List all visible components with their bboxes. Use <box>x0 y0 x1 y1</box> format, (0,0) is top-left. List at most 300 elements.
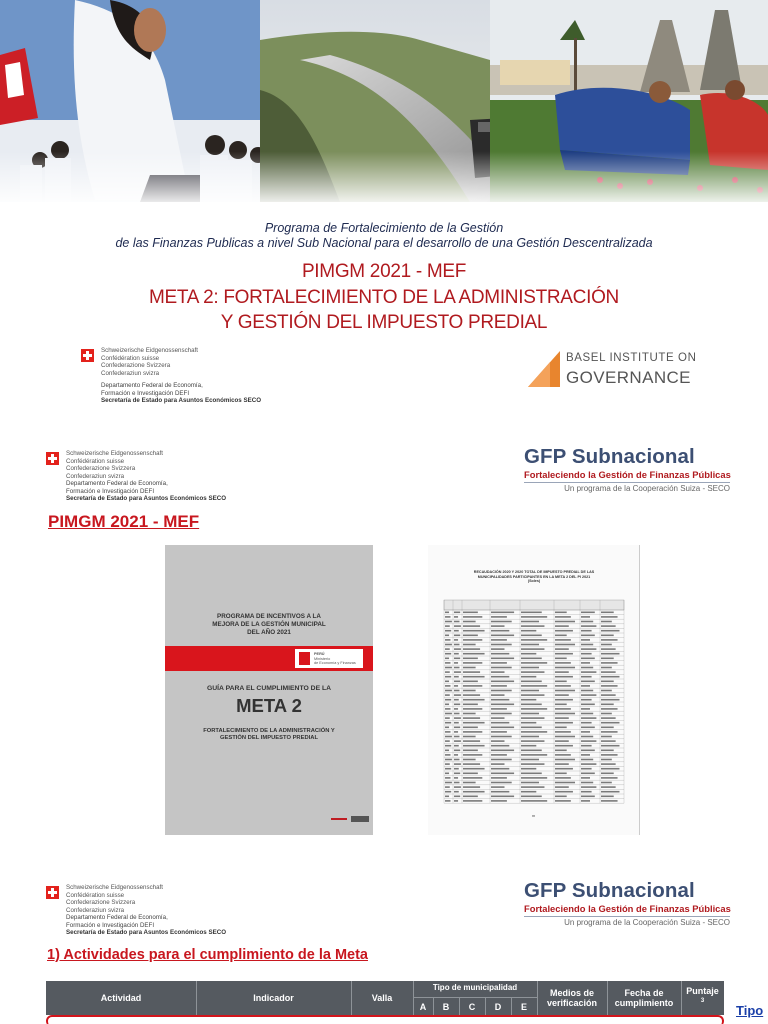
scan-cell-text <box>555 639 571 641</box>
scan-cell-text <box>463 750 478 752</box>
scan-cell-text <box>491 768 509 770</box>
scan-cell-text <box>445 681 449 683</box>
scan-cell-text <box>601 727 614 729</box>
scan-cell-text <box>445 694 450 696</box>
scan-cell-text <box>463 722 485 724</box>
scan-cell-text <box>454 786 461 788</box>
scan-cell-text <box>491 740 505 742</box>
scan-cell-text <box>445 740 450 742</box>
scan-cell-text <box>581 621 593 623</box>
scan-cell-text <box>601 635 614 637</box>
scan-cell-text <box>581 639 590 641</box>
slide1-title-1: PIMGM 2021 - MEF <box>301 261 467 282</box>
scan-cell-text <box>555 616 571 618</box>
scan-cell-text <box>521 727 542 729</box>
scan-cell-text <box>445 763 450 765</box>
scan-table-grid <box>428 545 640 835</box>
scan-cell-text <box>463 612 478 614</box>
scan-cell-text <box>491 717 505 719</box>
scan-cell-text <box>454 616 458 618</box>
scan-cell-text <box>581 671 596 673</box>
scan-cell-text <box>521 685 547 687</box>
scan-cell-text <box>491 708 507 710</box>
scan-cell-text <box>521 644 539 646</box>
scan-cell-text <box>491 754 507 756</box>
swiss-flag-icon <box>46 886 59 899</box>
scan-cell-text <box>454 653 459 655</box>
scan-cell-text <box>581 796 595 798</box>
scan-cell-text <box>463 786 480 788</box>
program-line-2: de las Finanzas Publicas a nivel Sub Nacional para el desarrollo de una Gestión Descentralizada <box>115 236 653 250</box>
scan-cell-text <box>601 630 619 632</box>
scan-cell-text <box>581 722 592 724</box>
scan-cell-text <box>454 644 459 646</box>
scan-cell-text <box>581 681 595 683</box>
scan-cell-text <box>491 685 507 687</box>
scan-cell-text <box>581 727 595 729</box>
scan-cell-text <box>454 713 459 715</box>
scan-cell-text <box>581 685 590 687</box>
scan-cell-text <box>445 777 450 779</box>
scan-cell-text <box>454 745 459 747</box>
scan-cell-text <box>491 796 514 798</box>
scan-cell-text <box>601 768 619 770</box>
scan-cell-text <box>454 612 460 614</box>
activities-table <box>46 981 724 1024</box>
scan-cell-text <box>454 681 460 683</box>
scan-cell-text <box>491 750 514 752</box>
scan-cell-text <box>521 648 544 650</box>
scan-cell-text <box>555 713 575 715</box>
scan-cell-text <box>445 667 452 669</box>
scan-cell-text <box>491 713 512 715</box>
scan-cell-text <box>463 644 476 646</box>
scan-cell-text <box>463 690 476 692</box>
scan-cell-text <box>555 791 573 793</box>
scan-cell-text <box>445 796 449 798</box>
scan-cell-text <box>491 616 507 618</box>
scan-cell-text <box>601 667 612 669</box>
scan-cell-text <box>454 671 461 673</box>
scan-cell-text <box>491 722 509 724</box>
scan-cell-text <box>445 658 449 660</box>
scan-cell-text <box>521 731 547 733</box>
scan-cell-text <box>463 717 480 719</box>
scan-cell-text <box>601 708 618 710</box>
scan-cell-text <box>445 708 450 710</box>
scan-cell-text <box>601 612 614 614</box>
scan-cell-text <box>445 750 449 752</box>
scan-cell-text <box>454 704 460 706</box>
scan-cell-text <box>581 612 595 614</box>
scan-cell-text <box>555 727 567 729</box>
scan-cell-text <box>463 685 482 687</box>
scan-cell-text <box>581 699 592 701</box>
th-valla: Valla <box>371 993 393 1003</box>
scan-cell-text <box>454 662 458 664</box>
scan-cell-text <box>445 644 452 646</box>
scan-cell-text <box>463 625 480 627</box>
scan-cell-text <box>454 621 459 623</box>
scan-cell-text <box>521 763 544 765</box>
scan-cell-text <box>521 639 547 641</box>
scan-cell-text <box>555 763 569 765</box>
slide1-title-2: META 2: FORTALECIMIENTO DE LA ADMINISTRACIÓN <box>149 287 619 308</box>
scan-cell-text <box>555 786 569 788</box>
scan-cell-text <box>601 648 616 650</box>
scan-cell-text <box>454 796 460 798</box>
scan-cell-text <box>445 731 450 733</box>
swiss-confederation-logo-2: Schweizerische Eidgenossenschaft Confédération suisse Confederazione Svizzera Confederaziun svizra Departamento Federal de Economía, Formación e Investigación DEFI Secretaría de Estado para Asuntos Económicos SECO <box>46 450 216 500</box>
scan-cell-text <box>454 717 461 719</box>
scan-cell-text <box>454 782 459 784</box>
scan-cell-text <box>555 704 567 706</box>
scan-cell-text <box>463 727 478 729</box>
th-tipo-b: B <box>442 1002 450 1012</box>
scan-cell-text <box>454 759 459 761</box>
scan-cell-text <box>521 786 544 788</box>
scan-cell-text <box>521 713 539 715</box>
scan-cell-text <box>454 736 459 738</box>
scan-cell-text <box>521 653 536 655</box>
scan-cell-text <box>463 699 485 701</box>
scan-cell-text <box>555 740 569 742</box>
scan-cell-text <box>581 791 592 793</box>
table-row-highlight <box>46 1015 724 1024</box>
scan-cell-text <box>521 759 539 761</box>
scan-cell-text <box>555 759 575 761</box>
scan-cell-text <box>555 694 569 696</box>
scan-cell-text <box>491 676 509 678</box>
scan-cell-text <box>454 754 458 756</box>
scan-cell-text <box>581 708 590 710</box>
th-fecha: Fecha de cumplimiento <box>614 988 674 1008</box>
scan-cell-text <box>521 708 547 710</box>
scan-cell-text <box>463 754 482 756</box>
gfp-subnacional-logo-2: GFP Subnacional Fortaleciendo la Gestión de Finanzas Públicas Un programa de la Cooperación Suiza - SECO <box>524 879 731 927</box>
scan-cell-text <box>454 708 458 710</box>
scan-cell-text <box>601 796 614 798</box>
th-indicador: Indicador <box>253 993 294 1003</box>
scan-cell-text <box>581 644 593 646</box>
swiss-flag-icon <box>81 349 94 362</box>
scan-cell-text <box>445 639 450 641</box>
scan-cell-text <box>454 750 460 752</box>
scan-cell-text <box>521 768 536 770</box>
scan-cell-text <box>445 717 450 719</box>
gfp-subnacional-logo: GFP Subnacional Fortaleciendo la Gestión de Finanzas Públicas Un programa de la Cooperación Suiza - SECO <box>524 445 731 493</box>
scan-cell-text <box>581 768 592 770</box>
scan-cell-text <box>491 653 509 655</box>
scan-cell-text <box>601 717 616 719</box>
slide2-heading: PIMGM 2021 - MEF <box>48 512 200 531</box>
scan-cell-text <box>601 782 612 784</box>
scan-cell-text <box>555 653 573 655</box>
scan-cell-text <box>521 635 542 637</box>
scan-cell-text <box>445 690 452 692</box>
scan-cell-text <box>555 699 573 701</box>
scan-cell-text <box>601 671 616 673</box>
scan-cell-text <box>445 713 452 715</box>
scan-cell-text <box>521 662 547 664</box>
scan-cell-text <box>521 754 547 756</box>
scan-cell-text <box>454 722 459 724</box>
scan-cell-text <box>555 731 571 733</box>
scan-cell-text <box>463 713 476 715</box>
scan-cell-text <box>555 621 575 623</box>
scan-cell-text <box>601 694 616 696</box>
scan-cell-text <box>555 754 571 756</box>
scan-cell-text <box>581 777 590 779</box>
scan-cell-text <box>581 648 596 650</box>
scan-cell-text <box>521 681 542 683</box>
scan-cell-text <box>521 612 542 614</box>
scan-cell-text <box>601 786 616 788</box>
scan-cell-text <box>463 648 480 650</box>
scan-cell-text <box>521 750 542 752</box>
recaudacion-table-thumbnail: RECAUDACIÓN 2020 Y 2020 TOTAL DE IMPUESTO PREDIAL DE LAS MUNICIPALIDADES PARTICIPANTES EN LA META 2 DEL PI 2021 (Soles) <box>428 545 640 835</box>
scan-cell-text <box>555 658 567 660</box>
activities-table-header <box>46 981 724 1015</box>
scan-cell-text <box>601 653 619 655</box>
scan-cell-text <box>601 690 612 692</box>
scan-cell-text <box>491 773 514 775</box>
scan-cell-text <box>454 639 458 641</box>
scan-cell-text <box>581 713 593 715</box>
scan-cell-text <box>463 777 482 779</box>
scan-cell-text <box>521 740 544 742</box>
scan-cell-text <box>491 648 505 650</box>
scan-cell-text <box>454 685 458 687</box>
scan-cell-text <box>463 658 478 660</box>
peru-shield-icon <box>299 652 310 665</box>
swiss-flag-icon <box>46 452 59 465</box>
scan-cell-text <box>521 630 536 632</box>
scan-cell-text <box>491 681 514 683</box>
scan-cell-text <box>463 782 476 784</box>
scan-cell-text <box>491 635 514 637</box>
scan-cell-text <box>601 731 618 733</box>
scan-cell-text <box>581 653 592 655</box>
scan-cell-text <box>454 690 459 692</box>
scan-cell-text <box>491 731 507 733</box>
scan-cell-text <box>445 635 449 637</box>
scan-cell-text <box>445 671 450 673</box>
scan-cell-text <box>445 676 451 678</box>
scan-cell-text <box>521 736 539 738</box>
scan-cell-text <box>463 616 482 618</box>
scan-cell-text <box>555 782 575 784</box>
scan-cell-text <box>555 662 571 664</box>
scan-cell-text <box>601 616 618 618</box>
scan-cell-text <box>555 773 567 775</box>
hero-banner <box>0 0 768 202</box>
scan-cell-text <box>521 671 544 673</box>
scan-cell-text <box>601 750 614 752</box>
scan-cell-text <box>601 662 618 664</box>
scan-cell-text <box>555 717 569 719</box>
scan-cell-text <box>454 625 461 627</box>
basel-institute-logo: BASEL INSTITUTE ON GOVERNANCE <box>528 349 698 391</box>
scan-cell-text <box>555 681 567 683</box>
scan-cell-text <box>581 800 590 802</box>
scan-cell-text <box>601 639 618 641</box>
scan-cell-text <box>463 662 482 664</box>
scan-cell-text <box>555 745 573 747</box>
scan-cell-text <box>445 630 451 632</box>
scan-cell-text <box>581 676 592 678</box>
scan-cell-text <box>555 644 575 646</box>
scan-cell-text <box>491 644 512 646</box>
scan-cell-text <box>445 800 450 802</box>
scan-cell-text <box>445 773 449 775</box>
scan-cell-text <box>454 667 459 669</box>
scan-cell-text <box>463 763 480 765</box>
scan-cell-text <box>491 763 505 765</box>
scan-cell-text <box>445 791 451 793</box>
scan-cell-text <box>445 704 449 706</box>
scan-cell-text <box>445 685 450 687</box>
scan-cell-text <box>491 662 507 664</box>
scan-cell-text <box>581 694 596 696</box>
scan-cell-text <box>555 690 575 692</box>
th-tipo-e: E <box>520 1002 527 1012</box>
scan-cell-text <box>491 777 507 779</box>
scan-cell-text <box>581 667 593 669</box>
scan-cell-text <box>581 704 595 706</box>
scan-cell-text <box>521 667 539 669</box>
scan-cell-text <box>521 796 542 798</box>
scan-cell-text <box>463 639 482 641</box>
scan-cell-text <box>445 699 451 701</box>
scan-cell-text <box>521 699 536 701</box>
scan-cell-text <box>454 694 461 696</box>
scan-cell-text <box>454 630 459 632</box>
scan-cell-text <box>581 736 593 738</box>
scan-cell-text <box>463 791 485 793</box>
scan-cell-text <box>445 662 450 664</box>
scan-cell-text <box>454 740 461 742</box>
scan-cell-text <box>463 694 480 696</box>
scan-cell-text <box>601 625 616 627</box>
scan-cell-text <box>491 782 512 784</box>
scan-cell-text <box>491 800 507 802</box>
scan-cell-text <box>601 777 618 779</box>
scan-cell-text <box>463 621 476 623</box>
scan-cell-text <box>521 621 539 623</box>
scan-cell-text <box>555 625 569 627</box>
scan-cell-text <box>521 690 539 692</box>
scan-cell-text <box>555 800 571 802</box>
scan-cell-text <box>581 731 590 733</box>
scan-cell-text <box>454 727 460 729</box>
scan-cell-text <box>463 736 476 738</box>
scan-cell-text <box>601 681 614 683</box>
scan-cell-text <box>491 658 514 660</box>
scan-cell-text <box>491 612 514 614</box>
scan-cell-text <box>601 800 618 802</box>
scan-cell-text <box>491 630 509 632</box>
scan-cell-text <box>463 768 485 770</box>
scan-cell-text <box>491 621 512 623</box>
scan-cell-text <box>491 736 512 738</box>
scan-cell-text <box>463 740 480 742</box>
scan-cell-text <box>463 796 478 798</box>
scan-cell-text <box>491 671 505 673</box>
scan-cell-text <box>463 745 485 747</box>
scan-cell-text <box>601 685 618 687</box>
scan-cell-text <box>555 750 567 752</box>
scan-cell-text <box>601 644 612 646</box>
scan-cell-text <box>521 676 536 678</box>
scan-cell-text <box>581 750 595 752</box>
scan-cell-text <box>581 754 590 756</box>
th-actividad: Actividad <box>100 993 142 1003</box>
scan-cell-text <box>491 745 509 747</box>
scan-cell-text <box>491 625 505 627</box>
scan-cell-text <box>521 782 539 784</box>
scan-cell-text <box>521 722 536 724</box>
basel-mark-icon <box>528 351 560 387</box>
scan-cell-text <box>601 736 612 738</box>
tipo-link[interactable]: Tipo <box>736 1003 764 1018</box>
scan-cell-text <box>601 773 614 775</box>
scan-cell-text <box>601 676 619 678</box>
scan-cell-text <box>491 759 512 761</box>
scan-cell-text <box>581 782 593 784</box>
scan-cell-text <box>581 773 595 775</box>
guide-cover-thumbnail: PROGRAMA DE INCENTIVOS A LA MEJORA DE LA GESTIÓN MUNICIPAL DEL AÑO 2021 PERÚ Ministerio de Economía y Finanzas GUÍA PARA EL CUMPLIMIENTO DE LA META 2 FORTALECIMIENTO DE LA ADMINISTRACIÓN Y GESTIÓN DEL IMPUESTO PREDIAL <box>165 545 373 835</box>
scan-cell-text <box>463 759 476 761</box>
scan-cell-text <box>581 690 593 692</box>
scan-cell-text <box>555 612 567 614</box>
scan-cell-text <box>581 658 595 660</box>
scan-cell-text <box>445 648 450 650</box>
scan-cell-text <box>555 796 567 798</box>
hero-photo-collage <box>0 0 768 202</box>
scan-cell-text <box>445 745 451 747</box>
scan-cell-text <box>454 773 460 775</box>
scan-cell-text <box>521 704 542 706</box>
scan-cell-text <box>463 653 485 655</box>
scan-cell-text <box>454 768 459 770</box>
scan-cell-text <box>555 722 573 724</box>
scan-cell-text <box>521 616 547 618</box>
scan-cell-text <box>454 791 459 793</box>
th-tipo-d: D <box>494 1002 502 1012</box>
scan-cell-text <box>581 635 595 637</box>
scan-cell-text <box>601 745 619 747</box>
scan-cell-text <box>491 786 505 788</box>
scan-cell-text <box>555 685 571 687</box>
th-tipo-c: C <box>468 1002 476 1012</box>
scan-cell-text <box>601 791 619 793</box>
scan-cell-text <box>445 754 450 756</box>
scan-cell-text <box>601 763 616 765</box>
scan-cell-text <box>463 635 478 637</box>
scan-cell-text <box>454 731 458 733</box>
scan-cell-text <box>581 717 596 719</box>
scan-cell-text <box>463 671 480 673</box>
scan-header-row <box>444 600 624 610</box>
scan-cell-text <box>463 731 482 733</box>
scan-cell-text <box>491 694 505 696</box>
activities-heading: 1) Actividades para el cumplimiento de la Meta <box>47 947 368 963</box>
scan-cell-text <box>581 616 590 618</box>
scan-cell-text <box>521 777 547 779</box>
th-tipo-a: A <box>419 1002 427 1012</box>
scan-cell-text <box>581 763 596 765</box>
